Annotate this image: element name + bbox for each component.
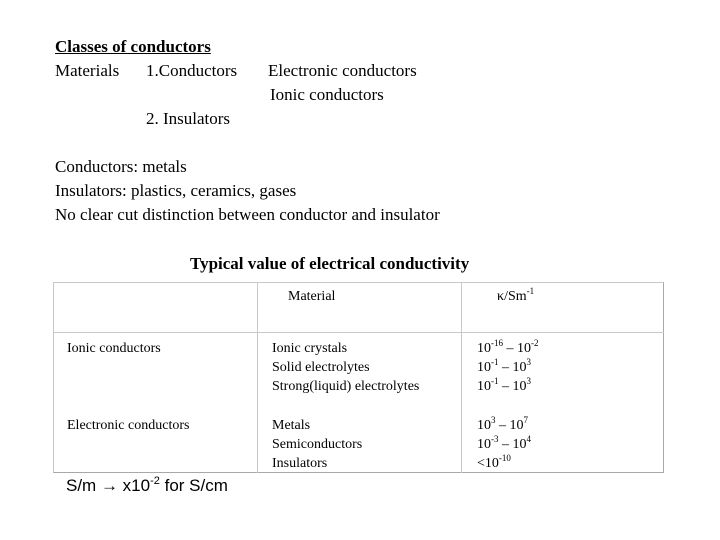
material-item: Strong(liquid) electrolytes (272, 379, 420, 394)
table-col-divider-2 (461, 282, 462, 473)
ionic-conductors-label: Ionic conductors (270, 85, 384, 104)
range-item: $10^3 - 10^7$ (477, 415, 528, 433)
material-item: Insulators (272, 456, 328, 471)
materials-label: Materials (55, 61, 120, 80)
unit-conversion-note: $S/m \to x10^{-2}$ for S/cm (66, 475, 228, 495)
range-item: $10^{-1} - 10^3$ (477, 376, 531, 394)
page-title: Classes of conductors (55, 37, 211, 56)
range-item: $<10^{-10}$ (477, 453, 511, 471)
range-item: $10^{-16} - 10^{-2}$ (477, 338, 539, 356)
note-distinction: No clear cut distinction between conductor and insulator (55, 205, 440, 224)
insulators-label: 2. Insulators (146, 109, 231, 128)
note-insulators: Insulators: plastics, ceramics, gases (55, 181, 297, 200)
material-item: Metals (272, 418, 311, 433)
range-item: $10^{-3} - 10^4$ (477, 434, 531, 452)
conductors-label: 1.Conductors (146, 61, 238, 80)
header-material: Material (288, 289, 336, 304)
material-item: Semiconductors (272, 437, 363, 452)
kappa-exp: -1 (526, 286, 535, 296)
row-materials-ionic (272, 339, 419, 396)
kappa-symbol: κ (497, 289, 505, 304)
row-ranges-electronic (477, 416, 531, 473)
row-class-ionic: Ionic conductors (67, 341, 161, 356)
header-conductivity (497, 287, 534, 306)
material-item: Solid electrolytes (272, 360, 370, 375)
material-item: Ionic crystals (272, 341, 348, 356)
electronic-conductors-label: Electronic conductors (268, 61, 417, 80)
arrow-icon: → (100, 476, 118, 495)
table-title: Typical value of electrical conductivity (190, 254, 470, 273)
kappa-unit: /Sm (504, 289, 527, 304)
table-col-divider-1 (257, 282, 258, 473)
row-ranges-ionic (477, 339, 539, 396)
row-class-electronic: Electronic conductors (67, 418, 190, 433)
table-header-divider (53, 332, 664, 333)
row-materials-electronic (272, 416, 362, 473)
note-conductors: Conductors: metals (55, 157, 187, 176)
range-item: $10^{-1} - 10^3$ (477, 357, 531, 375)
